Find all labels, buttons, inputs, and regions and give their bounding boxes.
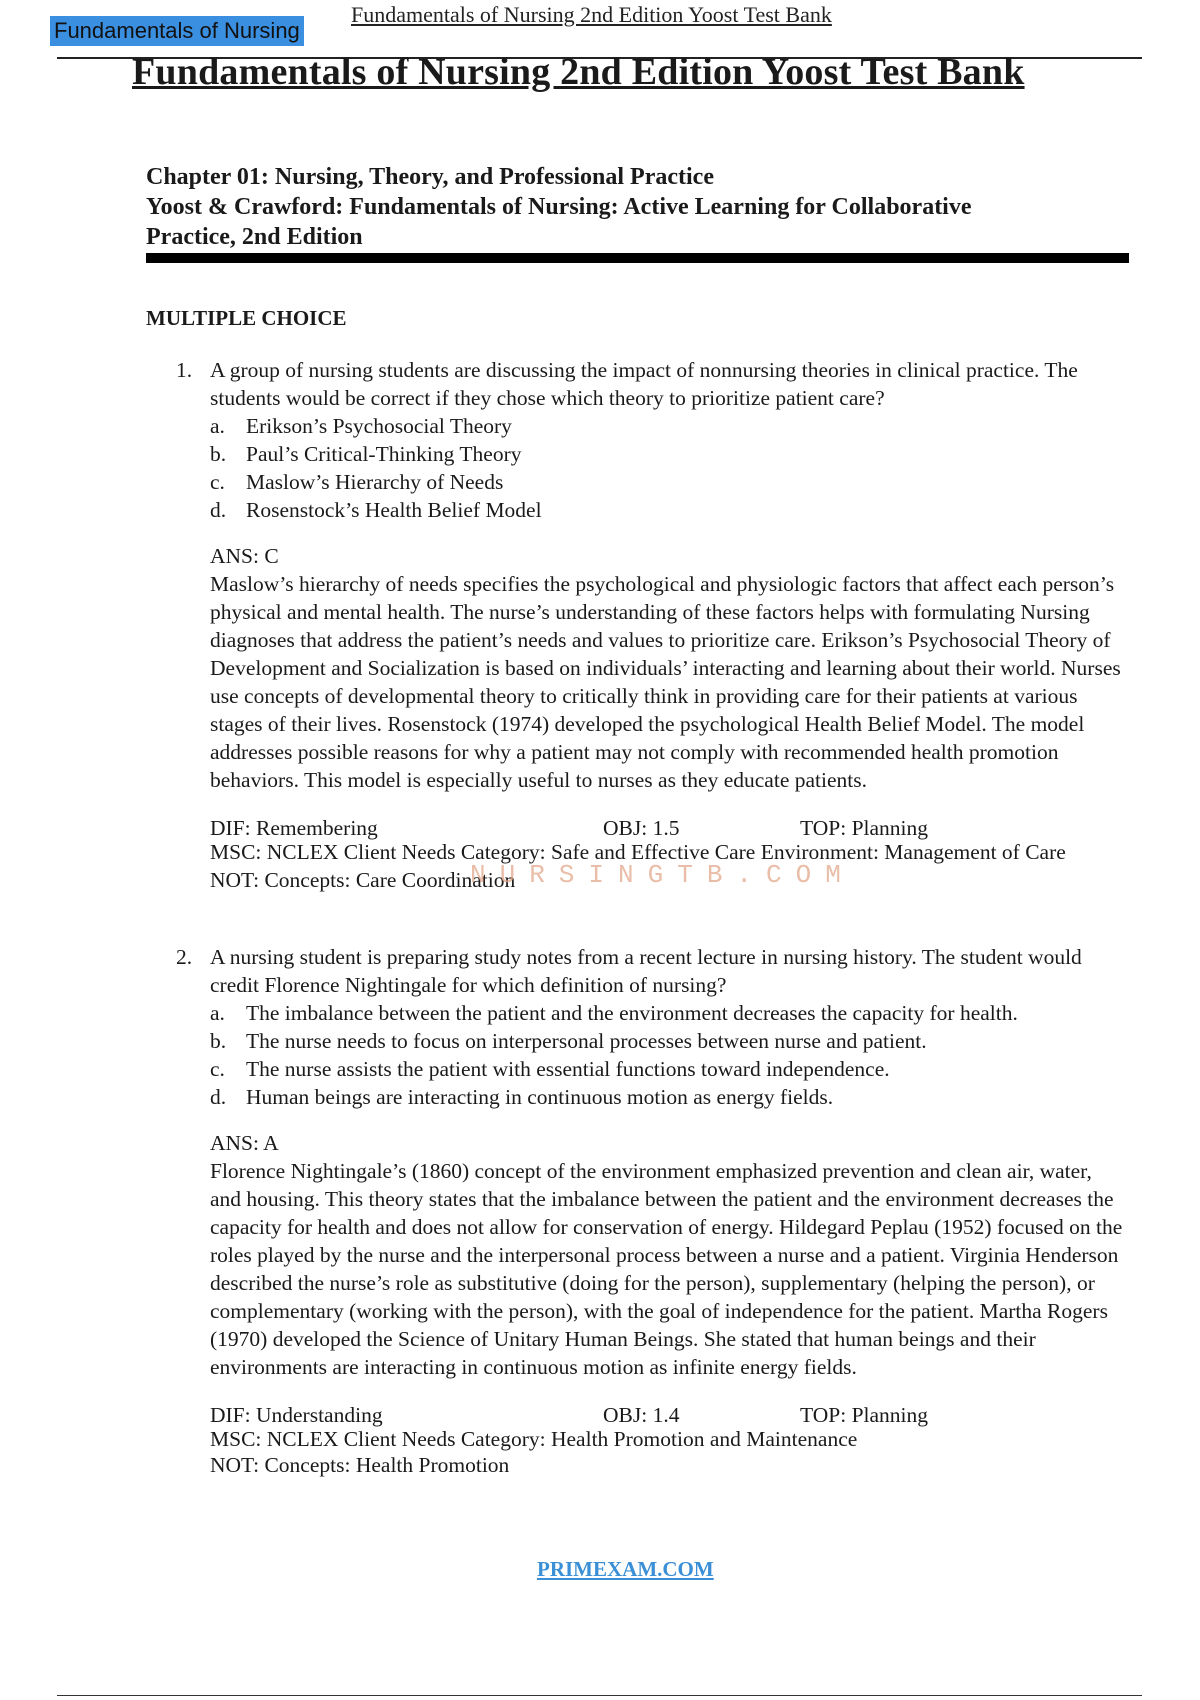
option-text: The nurse assists the patient with essential functions toward independence.: [246, 1057, 890, 1081]
option-letter: a.: [210, 1001, 225, 1025]
option-letter: b.: [210, 1029, 227, 1053]
option-letter: c.: [210, 1057, 225, 1081]
objective: OBJ: 1.5: [603, 816, 680, 840]
question-1: [176, 356, 1126, 892]
question-number: 1.: [176, 358, 193, 382]
option: [210, 496, 1126, 524]
option-text: The imbalance between the patient and the environment decreases the capacity for health.: [246, 1001, 1018, 1025]
question-number: 2.: [176, 945, 193, 969]
option-text: The nurse needs to focus on interpersonal processes between nurse and patient.: [246, 1029, 927, 1053]
answer-block: [210, 1129, 1126, 1381]
rationale: Maslow’s hierarchy of needs specifies the psychological and physiologic factors that affect each person’s physical and mental health. The nurse’s understanding of these factors helps with formulating Nursing diagnoses that address the patient’s needs and values to prioritize care. Erikson’s Psychosocial Theory of Development and Socialization is based on individuals’ interacting and learning about their world. Nurses use concepts of developmental theory to critically think in providing care for their patients at various stages of their lives. Rosenstock (1974) developed the psychological Health Belief Model. The model addresses possible reasons for why a patient may not comply with recommended health promotion behaviors. This model is especially useful to nurses as they educate patients.: [210, 572, 1121, 792]
option-text: Paul’s Critical-Thinking Theory: [246, 442, 522, 466]
chapter-title: Chapter 01: Nursing, Theory, and Professional Practice: [146, 164, 714, 190]
option: [210, 1027, 1126, 1055]
option: [210, 999, 1126, 1027]
header-link[interactable]: Fundamentals of Nursing 2nd Edition Yoost Test Bank: [351, 2, 832, 27]
section-heading: MULTIPLE CHOICE: [146, 306, 347, 330]
chapter-heading: [146, 162, 1066, 252]
option: [210, 412, 1126, 440]
answer-key: ANS: C: [210, 544, 279, 568]
option: [210, 1055, 1126, 1083]
question-stem: A group of nursing students are discussing the impact of nonnursing theories in clinical practice. The students would be correct if they chose which theory to prioritize patient care?: [210, 358, 1078, 410]
chapter-divider: [146, 253, 1129, 263]
answer-key: ANS: A: [210, 1131, 279, 1155]
concepts: NOT: Concepts: Care Coordination: [210, 868, 516, 892]
option-letter: a.: [210, 414, 225, 438]
footer-link[interactable]: PRIMEXAM.COM: [537, 1557, 714, 1581]
option-letter: c.: [210, 470, 225, 494]
question-metadata: [210, 1403, 1126, 1477]
difficulty: DIF: Remembering: [210, 816, 378, 840]
footer-rule: [57, 1695, 1142, 1696]
watermark: NURSINGTB.COM: [470, 860, 855, 890]
header-tag: Fundamentals of Nursing: [50, 16, 304, 46]
page-title: Fundamentals of Nursing 2nd Edition Yoost Test Bank: [132, 51, 1025, 93]
book-citation: Yoost & Crawford: Fundamentals of Nursing: Active Learning for Collaborative Practice, 2nd Edition: [146, 194, 972, 250]
option-text: Maslow’s Hierarchy of Needs: [246, 470, 504, 494]
option-letter: d.: [210, 498, 227, 522]
option-text: Human beings are interacting in continuous motion as energy fields.: [246, 1085, 834, 1109]
answer-block: [210, 542, 1126, 794]
topic: TOP: Planning: [800, 816, 929, 840]
option: [210, 468, 1126, 496]
client-needs-category: MSC: NCLEX Client Needs Category: Health Promotion and Maintenance: [210, 1427, 858, 1451]
options-list: [210, 412, 1126, 524]
option: [210, 1083, 1126, 1111]
difficulty: DIF: Understanding: [210, 1403, 383, 1427]
objective: OBJ: 1.4: [603, 1403, 680, 1427]
topic: TOP: Planning: [800, 1403, 929, 1427]
options-list: [210, 999, 1126, 1111]
question-stem: A nursing student is preparing study notes from a recent lecture in nursing history. The student would credit Florence Nightingale for which definition of nursing?: [210, 945, 1082, 997]
concepts: NOT: Concepts: Health Promotion: [210, 1453, 510, 1477]
option-letter: b.: [210, 442, 227, 466]
option-text: Erikson’s Psychosocial Theory: [246, 414, 512, 438]
rationale: Florence Nightingale’s (1860) concept of the environment emphasized prevention and clean air, water, and housing. This theory states that the imbalance between the patient and the environment decreases the capacity for health and does not allow for conservation of energy. Hildegard Peplau (1952) focused on the roles played by the nurse and the interpersonal process between a nurse and a patient. Virginia Henderson described the nurse’s role as substitutive (doing for the person), supplementary (helping the person), or complementary (working with the person), with the goal of independence for the patient. Martha Rogers (1970) developed the Science of Unitary Human Beings. She stated that human beings and their environments are interacting in continuous motion as infinite energy fields.: [210, 1159, 1123, 1379]
option-letter: d.: [210, 1085, 227, 1109]
option: [210, 440, 1126, 468]
question-2: [176, 943, 1126, 1477]
client-needs-category: MSC: NCLEX Client Needs Category: Safe and Effective Care Environment: Management of Care: [210, 840, 1066, 864]
option-text: Rosenstock’s Health Belief Model: [246, 498, 542, 522]
